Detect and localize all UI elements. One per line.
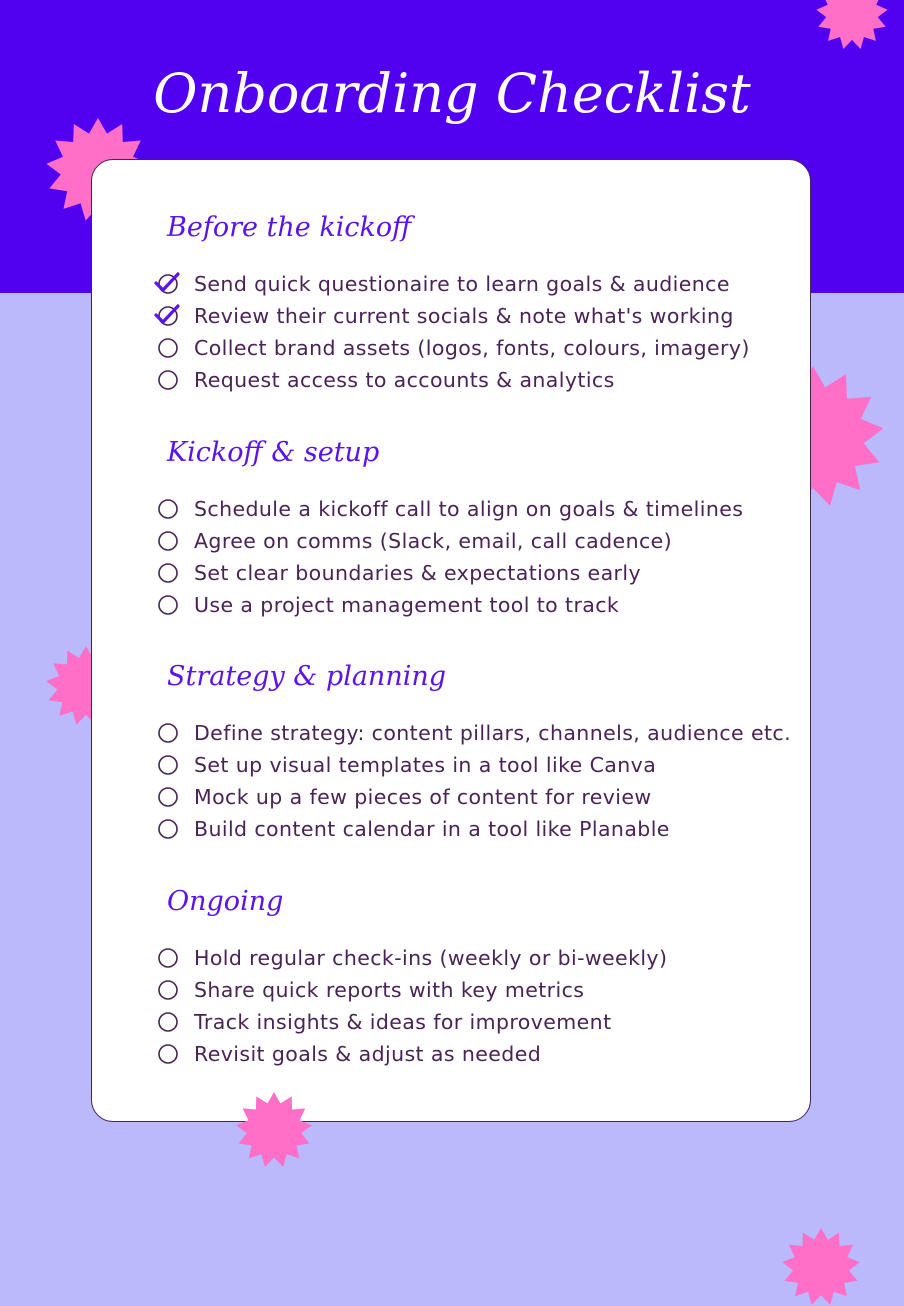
section-heading: Strategy & planning <box>167 661 447 692</box>
checklist-item[interactable] <box>156 749 791 781</box>
checklist <box>156 942 667 1070</box>
checklist-item[interactable] <box>156 717 791 749</box>
checkbox-empty-icon[interactable] <box>156 368 180 392</box>
checkbox-empty-icon[interactable] <box>156 817 180 841</box>
checklist-item-label: Set up visual templates in a tool like Canva <box>194 753 657 777</box>
checklist-item-label: Schedule a kickoff call to align on goals & timelines <box>194 497 744 521</box>
checklist-card <box>91 159 811 1122</box>
checklist-item-label: Track insights & ideas for improvement <box>194 1010 612 1034</box>
checkbox-empty-icon[interactable] <box>156 497 180 521</box>
checkbox-empty-icon[interactable] <box>156 1010 180 1034</box>
section-heading: Kickoff & setup <box>167 437 380 468</box>
star-decoration-top-right <box>812 0 892 50</box>
checklist-item[interactable] <box>156 1038 667 1070</box>
checkbox-empty-icon[interactable] <box>156 946 180 970</box>
checklist-item-label: Define strategy: content pillars, channels, audience etc. <box>194 721 792 745</box>
star-decoration-bottom-right <box>782 1228 860 1306</box>
checklist-item-label: Send quick questionaire to learn goals & audience <box>194 272 730 296</box>
checklist-item[interactable] <box>156 974 667 1006</box>
checklist <box>156 268 750 396</box>
checkbox-checked-icon[interactable] <box>156 272 180 296</box>
checklist-item[interactable] <box>156 942 667 974</box>
checklist-item-label: Collect brand assets (logos, fonts, colours, imagery) <box>194 336 750 360</box>
checklist-item[interactable] <box>156 1006 667 1038</box>
checkbox-empty-icon[interactable] <box>156 785 180 809</box>
checklist-item[interactable] <box>156 813 791 845</box>
checklist-item-label: Request access to accounts & analytics <box>194 368 615 392</box>
checkbox-empty-icon[interactable] <box>156 1042 180 1066</box>
star-shape <box>816 0 887 49</box>
checklist-item-label: Use a project management tool to track <box>194 593 620 617</box>
checklist-item-label: Hold regular check-ins (weekly or bi-weekly) <box>194 946 668 970</box>
checklist-item-label: Share quick reports with key metrics <box>194 978 585 1002</box>
star-shape <box>782 1228 859 1305</box>
checkbox-empty-icon[interactable] <box>156 336 180 360</box>
checklist-item[interactable] <box>156 557 743 589</box>
checklist-item-label: Agree on comms (Slack, email, call cadence) <box>194 529 673 553</box>
checklist-item[interactable] <box>156 268 750 300</box>
checklist-item[interactable] <box>156 525 743 557</box>
checklist-item[interactable] <box>156 589 743 621</box>
checkbox-empty-icon[interactable] <box>156 561 180 585</box>
checkbox-empty-icon[interactable] <box>156 721 180 745</box>
section-heading: Ongoing <box>167 886 284 917</box>
checklist-item[interactable] <box>156 332 750 364</box>
checkbox-checked-icon[interactable] <box>156 304 180 328</box>
checklist <box>156 493 743 621</box>
page-title: Onboarding Checklist <box>153 62 751 125</box>
checklist-item[interactable] <box>156 493 743 525</box>
checklist <box>156 717 791 845</box>
checklist-item-label: Set clear boundaries & expectations early <box>194 561 641 585</box>
section-heading: Before the kickoff <box>167 212 412 243</box>
checklist-item-label: Mock up a few pieces of content for review <box>194 785 652 809</box>
checklist-item[interactable] <box>156 364 750 396</box>
checklist-item-label: Build content calendar in a tool like Planable <box>194 817 670 841</box>
checkbox-empty-icon[interactable] <box>156 978 180 1002</box>
checkbox-empty-icon[interactable] <box>156 753 180 777</box>
checklist-item[interactable] <box>156 781 791 813</box>
checklist-item-label: Review their current socials & note what's working <box>194 304 734 328</box>
checklist-item[interactable] <box>156 300 750 332</box>
star-decoration-bottom-left <box>236 1092 312 1168</box>
checklist-item-label: Revisit goals & adjust as needed <box>194 1042 542 1066</box>
star-shape <box>236 1092 311 1167</box>
checkbox-empty-icon[interactable] <box>156 529 180 553</box>
checkbox-empty-icon[interactable] <box>156 593 180 617</box>
